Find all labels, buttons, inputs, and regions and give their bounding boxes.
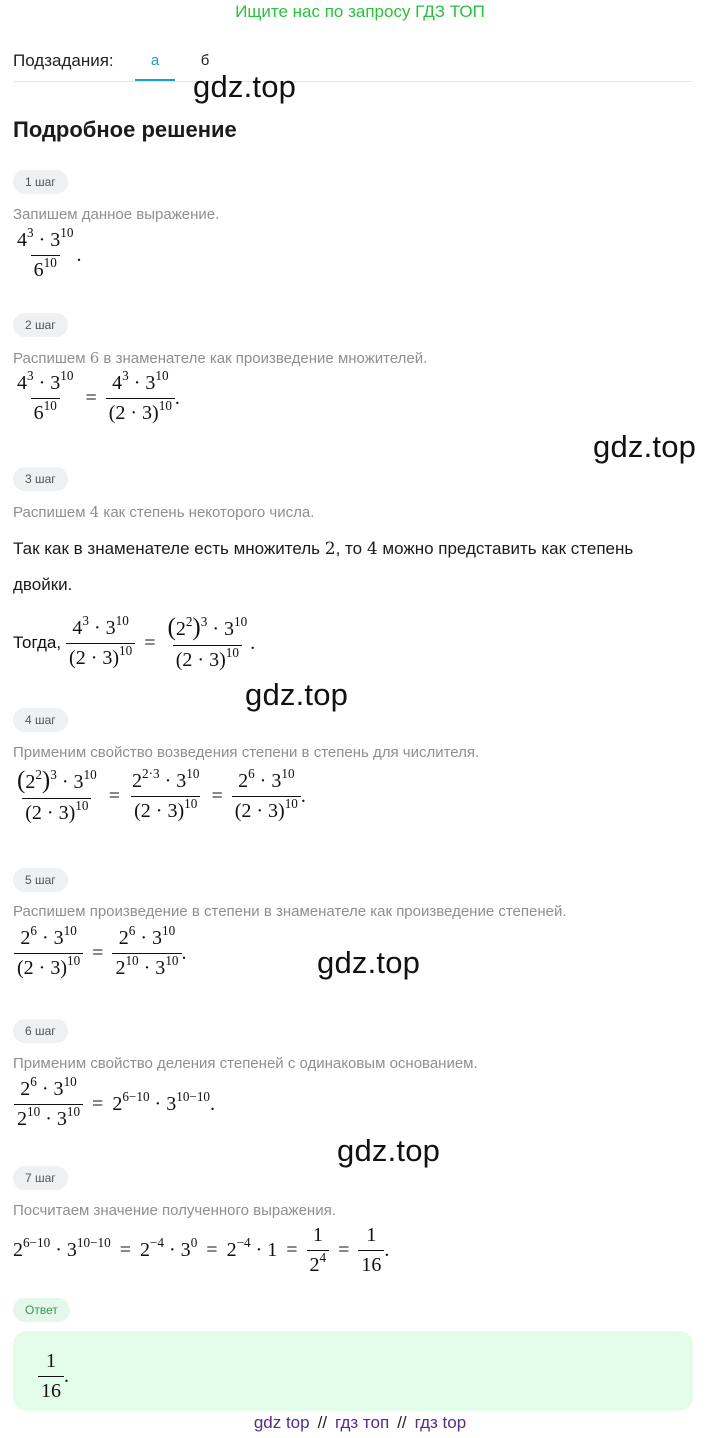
watermark: gdz.top (317, 945, 421, 980)
watermark: gdz.top (245, 677, 349, 712)
step-body-text: двойки. (13, 575, 73, 594)
step-badge: 4 шаг (13, 708, 68, 732)
step-description: Распишем 6 в знаменателе как произведение множителей. (13, 349, 428, 367)
step-description: Распишем произведение в степени в знаменателе как произведение степеней. (13, 903, 567, 920)
footer-link[interactable]: гдз top (414, 1413, 467, 1432)
search-banner: Ищите нас по запросу ГДЗ ТОП (235, 2, 485, 21)
step-badge: 5 шаг (13, 868, 68, 892)
step-formula: $\frac{4^3 \cdot 3^{10}}{6^{10}}$ = $\frac{4^3 \cdot 3^{10}}{(2 \cdot 3)^{10}}$ . (17, 367, 180, 424)
step-description: Посчитаем значение полученного выражения. (13, 1202, 336, 1219)
step-description: Запишем данное выражение. (13, 206, 220, 223)
watermark: gdz.top (593, 429, 697, 464)
step-formula: $\frac{2^6 \cdot 3^{10}}{2^{10} \cdot 3^{10}}$ = $2^{6-10} \cdot 3^{10-10}$. (14, 1078, 215, 1131)
step-formula: $\frac{4^3 \cdot 3^{10}}{6^{10}}$ . (17, 224, 82, 281)
step-badge: 2 шаг (13, 313, 68, 337)
tab-a[interactable]: а (135, 52, 175, 69)
step-badge: 1 шаг (13, 170, 68, 194)
step-formula: $2^{6-10} \cdot 3^{10-10}$ = $2^{-4} \cdot 3^0$ = $2^{-4} \cdot 1$ = $\frac{1}{2^4}$ = $\frac{1}{16}$ . (13, 1224, 390, 1276)
step-formula: Тогда, $\frac{4^3 \cdot 3^{10}}{(2 \cdot 3)^{10}}$ = $\frac{(2^2)^3 \cdot 3^{10}}{(2 \cdot 3)^{10}}$ . (13, 612, 256, 671)
watermark: gdz.top (193, 69, 297, 104)
footer-links: gdz top // гдз топ // гдз top (253, 1413, 467, 1432)
step-description: Применим свойство возведения степени в степень для числителя. (13, 744, 480, 761)
page-title: Подробное решение (13, 117, 237, 142)
step-description: Распишем 4 как степень некоторого числа. (13, 503, 315, 521)
footer-link[interactable]: gdz top (253, 1413, 310, 1432)
step-description: Применим свойство деления степеней с одинаковым основанием. (13, 1055, 478, 1072)
step-formula: $\frac{(2^2)^3 \cdot 3^{10}}{(2 \cdot 3)^{10}}$ = $\frac{2^{2\cdot 3} \cdot 3^{10}}{(2 \cdot 3)^{10}}$ = $\frac{2^6 \cdot 3^{10}}{(2 \cdot 3)^{10}}$ . (17, 765, 306, 824)
tab-b[interactable]: б (200, 52, 210, 69)
answer-box (13, 1331, 693, 1411)
step-badge: 3 шаг (13, 467, 68, 491)
step-badge: 6 шаг (13, 1019, 68, 1043)
footer-link[interactable]: гдз топ (335, 1413, 390, 1432)
watermark: gdz.top (337, 1133, 441, 1168)
step-badge: 7 шаг (13, 1166, 68, 1190)
step-formula: $\frac{2^6 \cdot 3^{10}}{(2 \cdot 3)^{10}}$ = $\frac{2^6 \cdot 3^{10}}{2^{10} \cdot 3^{10}}$ . (14, 927, 187, 980)
answer-formula: $\frac{1}{16}$ . (38, 1350, 69, 1403)
subtasks-bar (13, 50, 692, 82)
step-body-text: Так как в знаменателе есть множитель 2, то 4 можно представить как степень (13, 539, 634, 559)
answer-badge: Ответ (13, 1298, 70, 1322)
subtasks-label: Подзадания: (13, 51, 114, 70)
